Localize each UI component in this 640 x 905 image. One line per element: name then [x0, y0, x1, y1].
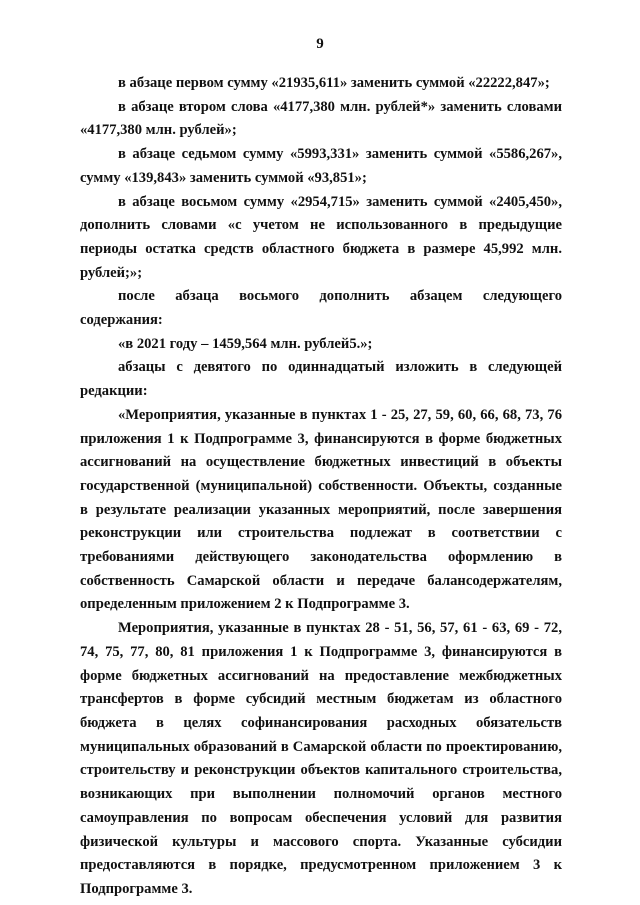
- page-number: 9: [316, 36, 324, 52]
- paragraph-4: в абзаце восьмом сумму «2954,715» заменить суммой «2405,450», дополнить словами «с учетом не использованного в предыдущие периоды остатка средств областного бюджета в размере 45,992 млн. рублей;»;: [80, 193, 562, 281]
- paragraph-2: в абзаце втором слова «4177,380 млн. рублей*» заменить словами «4177,380 млн. рублей»;: [80, 98, 562, 139]
- paragraph-3: в абзаце седьмом сумму «5993,331» заменить суммой «5586,267», сумму «139,843» заменить суммой «93,851»;: [80, 146, 562, 186]
- paragraph-1: в абзаце первом сумму «21935,611» заменить суммой «22222,847»;: [118, 75, 550, 91]
- paragraph-9: Мероприятия, указанные в пунктах 28 - 51, 56, 57, 61 - 63, 69 - 72, 74, 75, 77, 80, 81 приложения 1 к Подпрограмме 3, финансируются в форме бюджетных ассигнований на предоставление межбюджетных трансфертов в форме субсидий местным бюджетам из областного бюджета в целях софинансирования расходных обязательств муниципальных образований в Самарской области по проектированию, строительству и реконструкции объектов капитального строительства, возникающих при выполнении полномочий органов местного самоуправления по вопросам обеспечения условий для развития физической культуры и массового спорта. Указанные субсидии предоставляются в порядке, предусмотренном приложением 3 к Подпрограмме 3.: [80, 620, 562, 897]
- document-body: [80, 72, 562, 902]
- paragraph-5: после абзаца восьмого дополнить абзацем следующего содержания:: [80, 288, 562, 329]
- paragraph-8: «Мероприятия, указанные в пунктах 1 - 25, 27, 59, 60, 66, 68, 73, 76 приложения 1 к Подпрограмме 3, финансируются в форме бюджетных ассигнований на осуществление бюджетных инвестиций в объекты государственной (муниципальной) собственности. Объекты, созданные в результате реализации указанных мероприятий, после завершения реконструкции или строительства подлежат в соответствии с требованиями действующего законодательства оформлению в собственность Самарской области и передаче балансодержателям, определенным приложением 2 к Подпрограмме 3.: [80, 406, 562, 613]
- paragraph-6: «в 2021 году – 1459,564 млн. рублей5.»;: [118, 335, 373, 352]
- paragraph-7: абзацы с девятого по одиннадцатый изложить в следующей редакции:: [80, 359, 562, 400]
